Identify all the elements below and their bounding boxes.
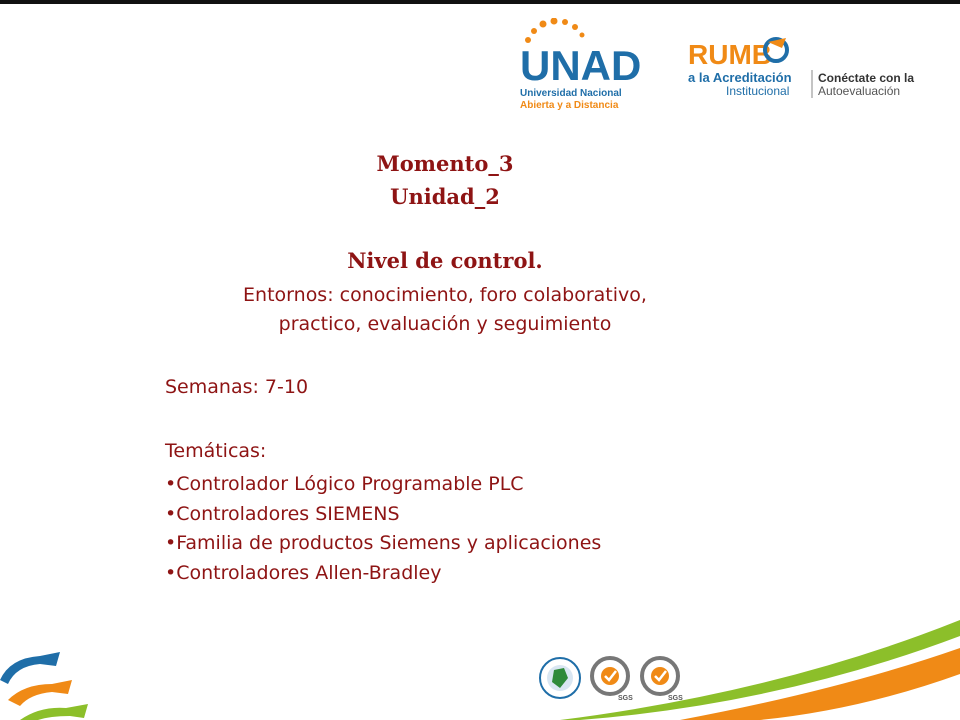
topic-item: •Controladores SIEMENS [165,502,400,525]
unad-brand: UNAD [520,42,642,89]
unad-line2: Abierta y a Distancia [520,100,619,111]
topic-item: •Familia de productos Siemens y aplicaciones [165,532,602,554]
weeks-text: Semanas: 7-10 [165,376,309,398]
topics-label: Temáticas: [165,440,267,462]
unad-line1: Universidad Nacional [520,88,622,99]
rumbo-line2: Institucional [726,84,790,98]
slide-subtitle-line1: Entornos: conocimiento, foro colaborativo, [243,284,647,306]
rumbo-logo [688,36,928,106]
sgs-label-2: SGS [668,695,683,702]
slide-title-line2: Unidad_2 [390,184,500,209]
rumbo-brand: RUMB [688,39,772,70]
rumbo-right2: Autoevaluación [818,84,901,98]
decorative-arrows-left [0,640,92,720]
arrow-orange [8,680,72,706]
colombia-seal-icon [540,658,580,698]
swoosh-orange [680,648,960,720]
sgs-seal-1-icon [592,658,633,702]
certification-seals [538,654,688,704]
unad-dots-arc [525,18,585,43]
arrow-blue [0,652,60,684]
sgs-label-1: SGS [618,695,633,702]
sgs-seal-2-icon [642,658,683,702]
slide-title-line1: Momento_3 [376,151,514,176]
topic-item: •Controlador Lógico Programable PLC [165,473,524,495]
top-border [0,0,960,4]
slide-heading: Nivel de control. [347,248,543,273]
slide-subtitle-line2: practico, evaluación y seguimiento [278,313,612,335]
unad-logo [518,18,648,114]
topic-item: •Controladores Allen-Bradley [165,561,442,584]
rumbo-right1: Conéctate con la [818,71,915,85]
slide-subtitle [0,281,890,339]
rumbo-line1: a la Acreditación [688,70,792,85]
topic-list [165,470,601,588]
arrow-green [20,704,88,720]
